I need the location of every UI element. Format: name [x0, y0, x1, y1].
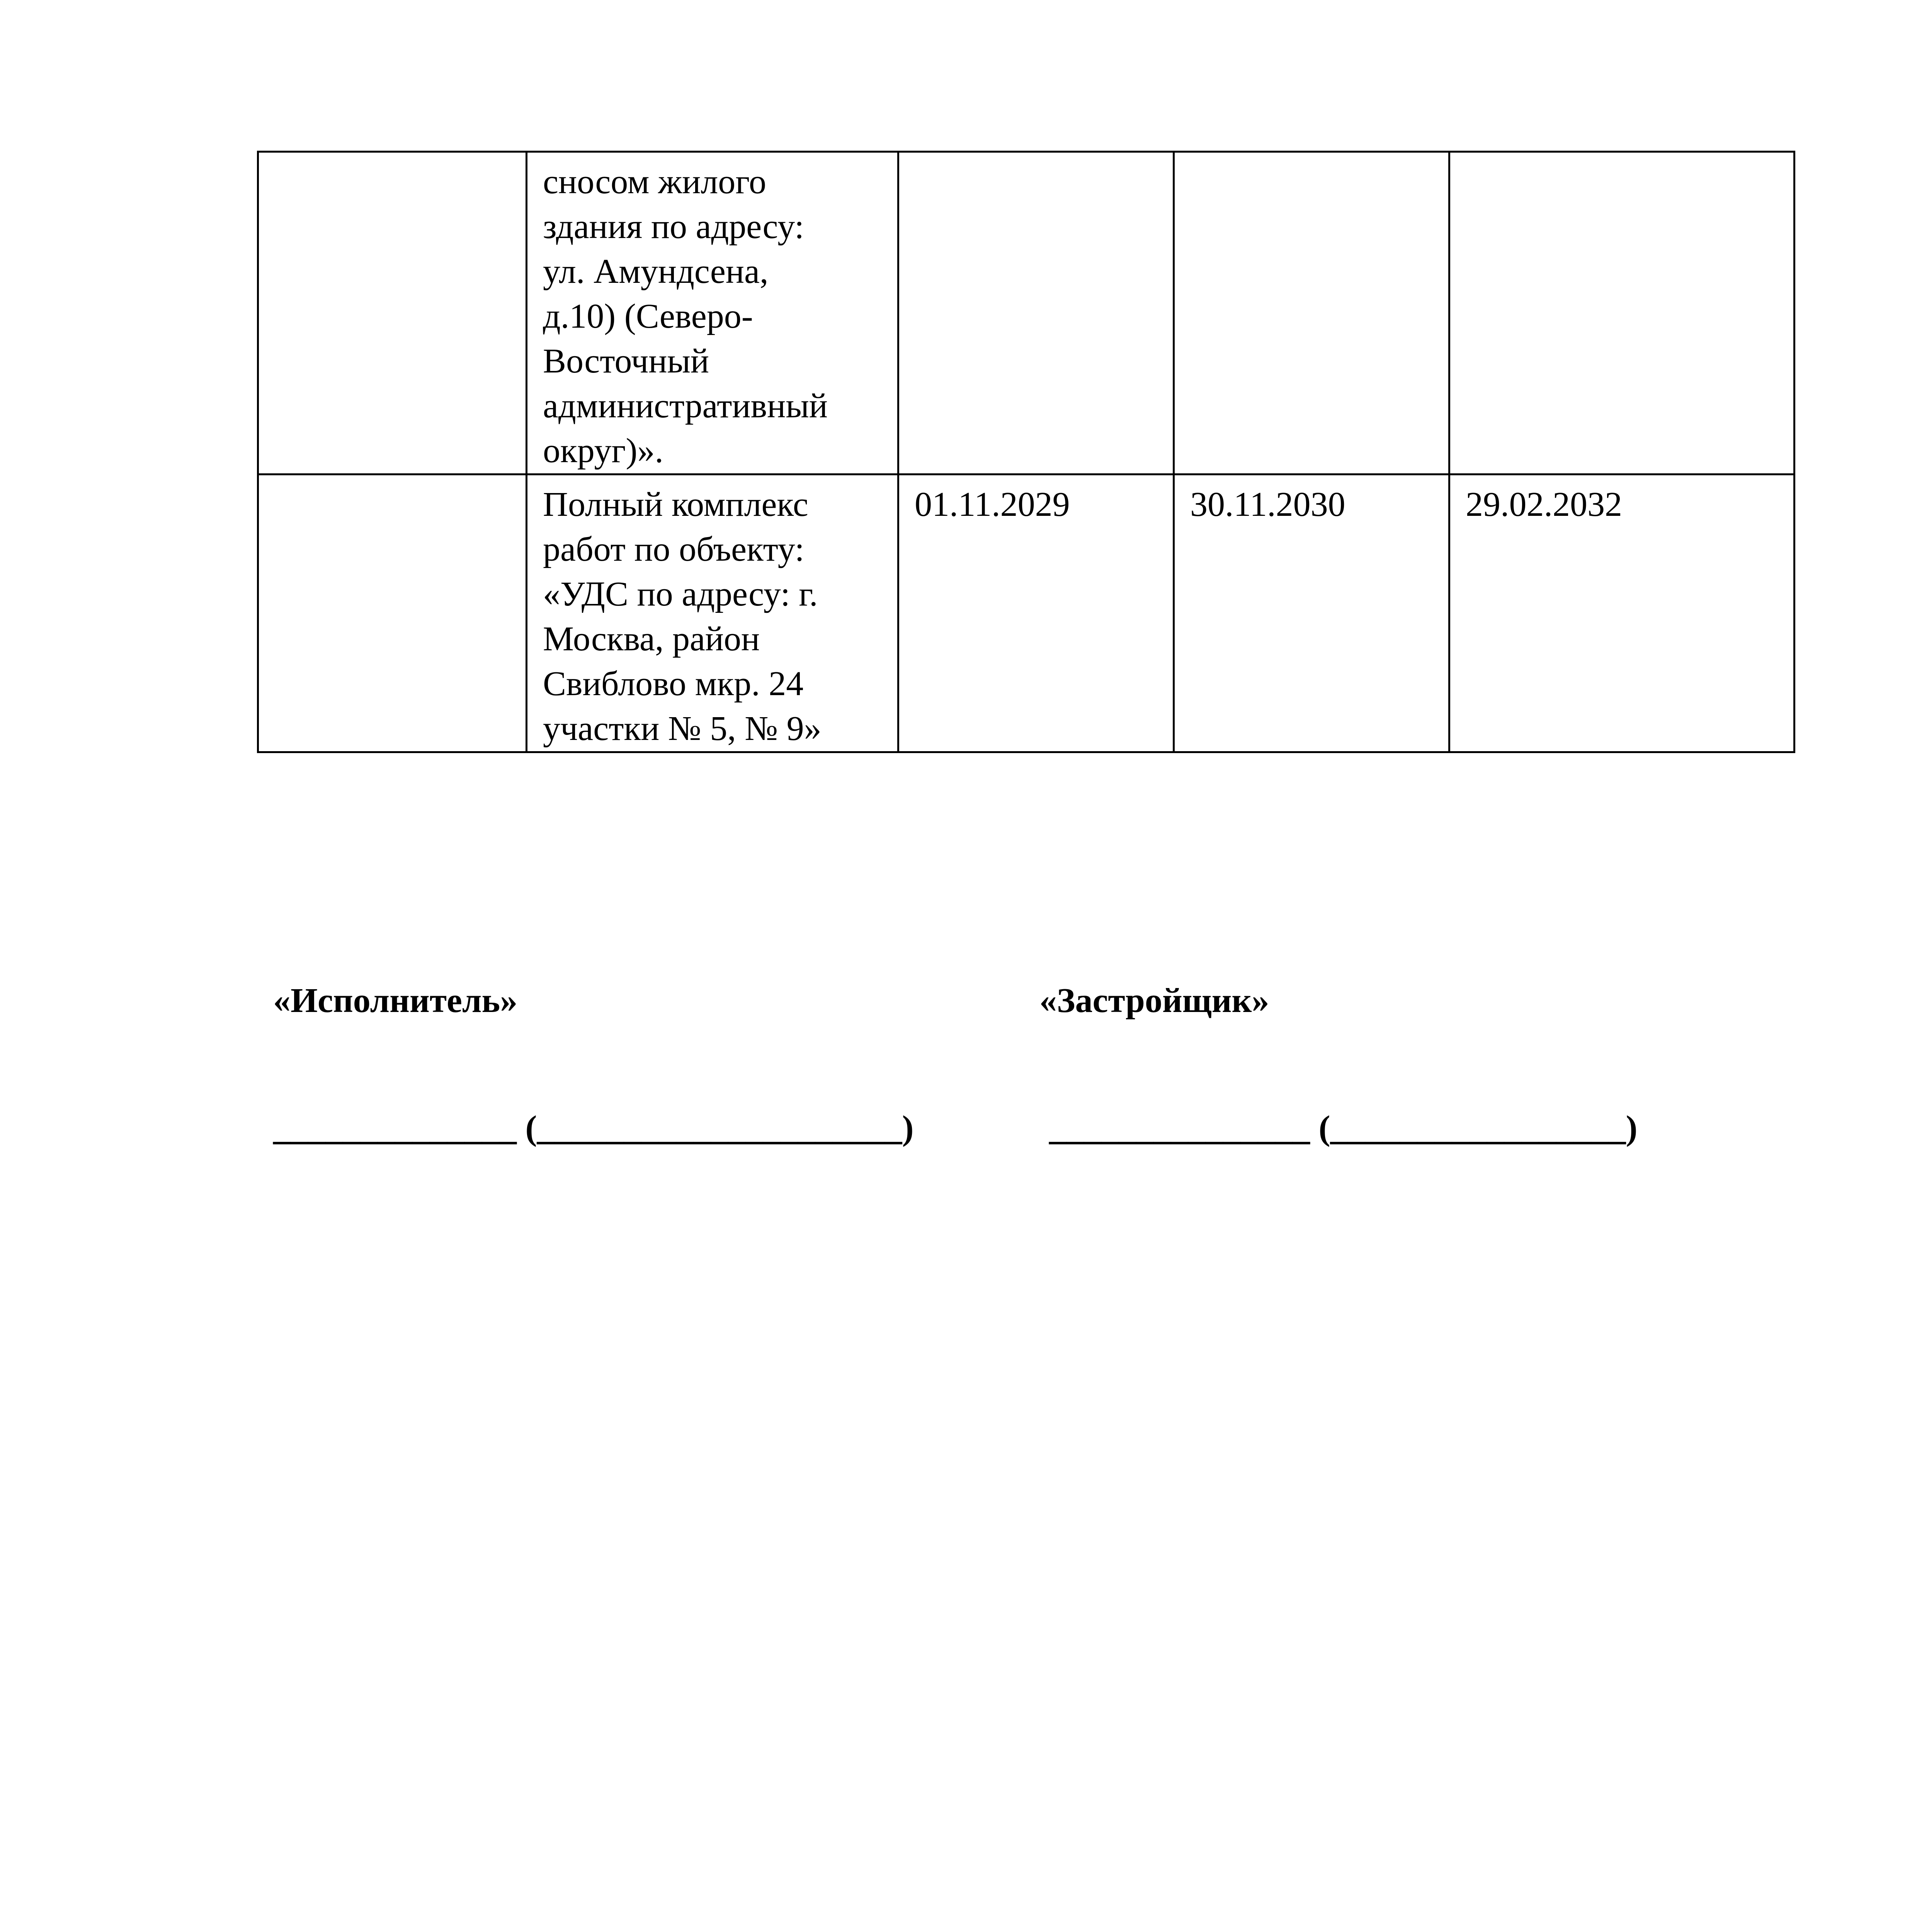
table-cell — [1449, 152, 1795, 474]
table-cell: Полный комплекс работ по объекту: «УДС по адресу: г. Москва, район Свиблово мкр. 24 участки № 5, № 9» — [527, 474, 898, 752]
table-row — [258, 152, 1795, 474]
table-cell — [898, 152, 1174, 474]
table-cell — [1174, 152, 1449, 474]
schedule-table — [257, 151, 1795, 753]
executor-signature-line: ______________ (_____________________) — [273, 1109, 914, 1147]
table-cell: 29.02.2032 — [1449, 474, 1795, 752]
developer-label: «Застройщик» — [1039, 981, 1269, 1020]
developer-signature-line: _______________ (_________________) — [1049, 1109, 1638, 1147]
table-cell: 01.11.2029 — [898, 474, 1174, 752]
table-cell: 30.11.2030 — [1174, 474, 1449, 752]
table-row — [258, 474, 1795, 752]
table-cell — [258, 474, 527, 752]
executor-label: «Исполнитель» — [273, 981, 518, 1020]
table-cell — [258, 152, 527, 474]
table-cell: сносом жилого здания по адресу: ул. Амундсена, д.10) (Северо- Восточный административный округ)». — [527, 152, 898, 474]
